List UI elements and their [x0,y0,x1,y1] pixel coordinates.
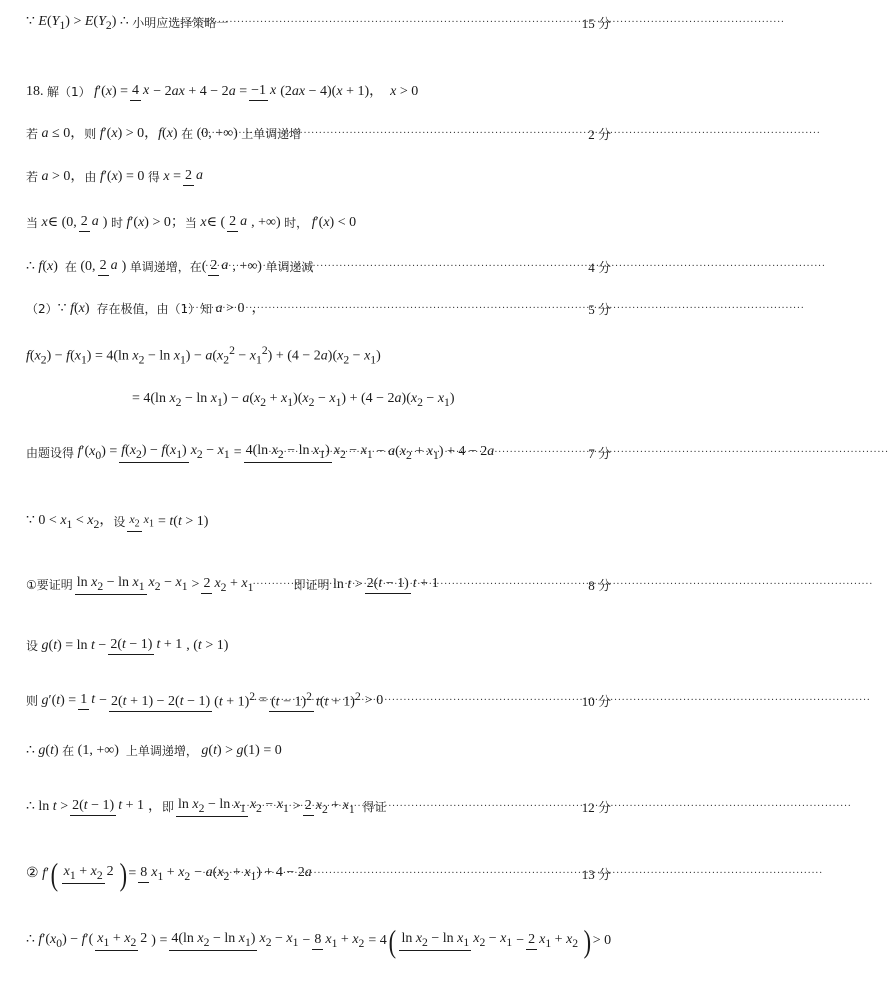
solution-line-18 [26,916,611,966]
score-mark: 10 分 [581,693,611,709]
dot-leader [252,580,585,590]
score-mark: 13 分 [581,866,611,882]
solution-line-7 [26,297,611,321]
dot-leader [184,304,585,314]
solution-line-13 [26,624,611,668]
math-expression: ② f′ ( $x_1 + x_2$ 2 ) = 8 $x_1 + x_2$ − $a(x_2 + x_1) + 4 - 2a$ [26,856,312,892]
solution-line-8 [26,344,611,368]
math-expression: 则 g′(t) = 1 t − 2(t + 1) − 2(t − 1) $(t + 1)^2$ = $(t - 1)^2$ $t(t + 1)^2$ > 0 [26,690,247,712]
score-mark: 12 分 [581,799,611,815]
math-expression: ∵ $E(Y_1) > E(Y_2)$ ∴ 小明应选择策略一 [26,13,229,32]
dot-leader [250,696,579,706]
math-expression: $f(x_2) - f(x_1) = 4(\ln$ $x_2 - \ln x_1) - a(x_2^2 - x_1^2) + (4 - 2a)(x_2 - x_1)$ [26,344,381,367]
math-expression: ∴ g(t) 在 (1, +∞) 上单调递增， g(t) > g(1) = 0 [26,743,282,758]
dot-leader [231,802,579,812]
math-expression: 由题设得 $f'(x_0)$ = $f(x_2) - f(x_1) x_2 - x_1$ = 4(ln $x_2 - \ln x_1$) $x_2 - x_1$ − $a(x_2 + x_1) + 4 - 2a$ [26,442,495,462]
score-mark: 15 分 [581,15,611,31]
score-mark: 8 分 [588,577,611,593]
math-expression: ①要证明 $\ln x_2 - \ln x_1$ $x_2 - x_1$ > 2 $x_2 + x_1$ 即证明 ln t > 2(t − 1) t + 1 [26,574,439,594]
dot-leader [205,262,585,272]
dot-leader [200,129,585,139]
math-expression: 若 a ≤ 0， 则 f′(x) > 0，f(x) 在 (0, +∞) 上单调递增 [26,126,302,141]
math-expression: ∴ f(x) 在 (0, 2 a ) 单调递增，在 ( 2 a , +∞) 单调递减 [26,258,314,274]
solution-line-1 [26,12,611,34]
score-mark: 2 分 [588,126,611,142]
math-expression: 若 a > 0， 由 f′(x) = 0 得 x = 2 a [26,168,203,184]
solution-line-15 [26,738,611,764]
math-expression: 当 x∈ (0, 2 a ) 时 f′(x) > 0； 当 x∈ ( 2 a , +∞) 时， f′(x) < 0 [26,214,357,230]
math-expression: 设 g(t) = ln t − 2(t − 1) t + 1 , (t > 1) [26,637,229,653]
solution-line-12 [26,562,611,608]
math-expression: 18. 解（1） f′(x) = 4 x − 2ax + 4 − 2a = −1 x (2ax − 4)(x + 1)， x > 0 [26,83,419,99]
solution-line-6 [26,246,611,288]
solution-line-5 [26,202,611,244]
solution-line-2 [26,70,611,114]
score-mark: 5 分 [588,301,611,317]
score-mark: 7 分 [588,445,611,461]
math-expression: = 4(ln $x_2 - \ln x_1) - a(x_2 + x_1)(x_2 - x_1) + (4 - 2a)(x_2 - x_1)$ [132,390,455,409]
solution-line-14 [26,678,611,724]
solution-line-4 [26,156,611,198]
solution-line-17 [26,850,611,898]
solution-line-11 [26,500,611,544]
math-expression: ∵ $0 < x_1 < x_2$， 设 $x_2$ $x_1$ = t(t > 1) [26,512,209,531]
math-expression: ∴ $f'(x_0) - f'$( $x_1 + x_2$ 2 ) = 4(ln $x_2 - \ln x_1$) $x_2 - x_1$ − 8 $x_1 + x_2$ = 4 ( $\ln x_2 - \ln x_1$ $x_2 - x_1$ − 2 $x_1 + x_2$ ) > 0 [26,923,612,959]
solution-line-9 [132,388,611,412]
solution-line-16 [26,784,611,830]
dot-leader [268,448,585,458]
math-expression: （2） ∵ f(x) 存在极值，由（1）知 a > 0 ， [26,301,266,316]
math-expression: ∴ ln t > 2(t − 1) t + 1 ， 即 $\ln x_2 - \ln x_1$ $x_2 - x_1$ > 2 $x_2 + x_1$ 得证 [26,796,387,816]
dot-leader [202,869,578,879]
score-mark: 4 分 [588,259,611,275]
solution-line-3 [26,122,611,146]
solution-line-10 [26,430,611,476]
dot-leader [164,18,579,28]
